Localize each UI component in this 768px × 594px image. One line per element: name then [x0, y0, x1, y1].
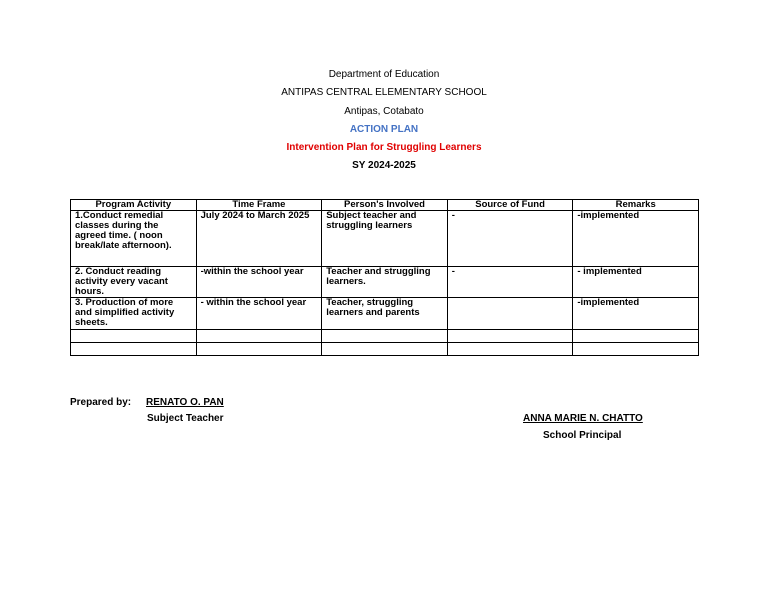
- table-row: [71, 343, 699, 356]
- table-cell: - implemented: [573, 267, 699, 298]
- table-header-row: [71, 200, 699, 211]
- preparer-name: RENATO O. PAN: [146, 397, 224, 408]
- table-cell: Subject teacher and struggling learners: [322, 211, 448, 267]
- table-cell: [573, 343, 699, 356]
- document-subtitle: Intervention Plan for Struggling Learners: [286, 142, 482, 153]
- table-cell: -implemented: [573, 211, 699, 267]
- document-title: ACTION PLAN: [349, 124, 419, 135]
- table-cell: -: [447, 267, 573, 298]
- preparer-role: Subject Teacher: [147, 413, 224, 424]
- table-cell: [71, 343, 197, 356]
- table-row: [71, 211, 699, 267]
- table-cell: [322, 343, 448, 356]
- school-name: ANTIPAS CENTRAL ELEMENTARY SCHOOL: [281, 87, 487, 98]
- table-cell: July 2024 to March 2025: [196, 211, 322, 267]
- prepared-by-label: Prepared by:: [70, 397, 132, 408]
- table-row: [71, 298, 699, 330]
- department-name: Department of Education: [328, 69, 440, 80]
- column-header-persons-involved: Person's Involved: [322, 200, 448, 211]
- column-header-program-activity: Program Activity: [71, 200, 197, 211]
- table-cell: -: [447, 211, 573, 267]
- school-address: Antipas, Cotabato: [344, 106, 424, 117]
- table-cell: [573, 330, 699, 343]
- table-cell: [447, 343, 573, 356]
- principal-role: School Principal: [543, 430, 622, 441]
- table-cell: [196, 343, 322, 356]
- table-cell: Teacher and struggling learners.: [322, 267, 448, 298]
- table-cell: 2. Conduct reading activity every vacant hours.: [71, 267, 197, 298]
- column-header-time-frame: Time Frame: [196, 200, 322, 211]
- table-cell: 3. Production of more and simplified activity sheets.: [71, 298, 197, 330]
- table-cell: -within the school year: [196, 267, 322, 298]
- table-cell: [447, 298, 573, 330]
- table-cell: [322, 330, 448, 343]
- table-cell: [71, 330, 197, 343]
- table-cell: [447, 330, 573, 343]
- table-cell: -implemented: [573, 298, 699, 330]
- school-year: SY 2024-2025: [352, 160, 416, 171]
- column-header-source-of-fund: Source of Fund: [447, 200, 573, 211]
- table-cell: Teacher, struggling learners and parents: [322, 298, 448, 330]
- principal-name: ANNA MARIE N. CHATTO: [523, 413, 643, 424]
- table-cell: 1.Conduct remedial classes during the agreed time. ( noon break/late afternoon).: [71, 211, 197, 267]
- column-header-remarks: Remarks: [573, 200, 699, 211]
- table-row: [71, 267, 699, 298]
- table-cell: - within the school year: [196, 298, 322, 330]
- table-row: [71, 330, 699, 343]
- action-plan-table: [70, 199, 699, 356]
- table-cell: [196, 330, 322, 343]
